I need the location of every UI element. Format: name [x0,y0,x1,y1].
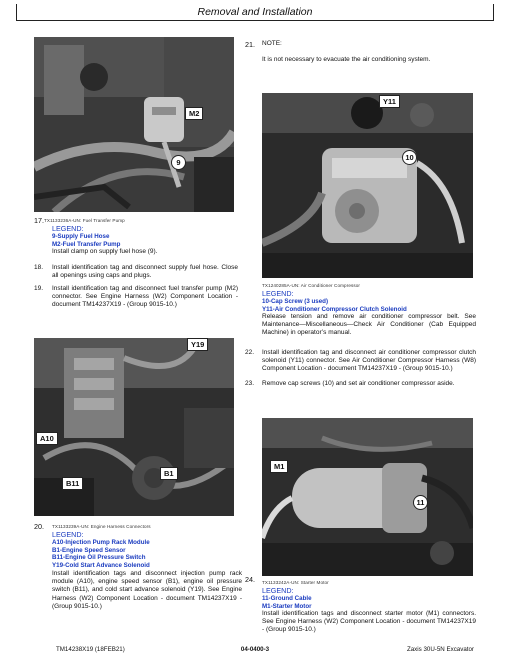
step-20-legend [52,539,150,569]
step-18 [34,264,238,280]
legend-item: B11-Engine Oil Pressure Switch [52,554,146,562]
footer-page-number: 04-0400-3 [240,646,270,653]
step-21-legend [262,298,407,313]
engine-harness-photo [34,338,234,516]
step-24-number: 24. [245,575,255,584]
legend-item: Y19-Cold Start Advance Solenoid [52,561,150,569]
callout-a10: A10 [36,432,58,445]
step-22 [245,349,476,374]
step-21-note-label: NOTE: [262,40,282,47]
step-20-text: Install identification tags and disconnect injection pump rack module (A10), engine speed sensor (B1), engine oil pressure switch (B11), and cold start advance solenoid (Y19). See Engine Harness (W2) Component Location - document TM14237X19 - (Group 9015-10.) [52,570,242,610]
legend-item: 11-Ground Cable [262,595,312,602]
fuel-pump-caption: TX1133236A-UN: Fuel Transfer Pump [44,218,125,223]
callout-m1: M1 [270,460,288,473]
footer-machine: Zaxis 30U-5N Excavator [406,646,474,653]
step-24-legend-title: LEGEND: [262,586,294,595]
legend-item: B1-Engine Speed Sensor [52,546,126,554]
step-22-number: 22. [245,349,255,356]
step-17-legend-title: LEGEND: [52,224,84,233]
callout-10: 10 [402,150,417,165]
step-21-text: Release tension and remove air conditioner compressor belt. See Maintenance—Miscellaneous—Check Air Conditioner (Cab Equipped Machine) in operator’s manual. [262,313,476,337]
callout-9: 9 [171,155,186,170]
step-21-note-text: It is not necessary to evacuate the air conditioning system. [262,56,431,63]
legend-item: Y11-Air Conditioner Compressor Clutch Solenoid [262,305,407,313]
step-22-text: Install identification tag and disconnect air conditioner compressor clutch solenoid (Y11) connector. See Air Conditioner Compressor Harness (W8) Component Location - document TM14237X19 - (Group 9015-10.) [262,349,476,373]
step-23-text: Remove cap screws (10) and set air conditioner compressor aside. [262,380,455,387]
step-17-legend [52,233,120,248]
step-20-number: 20. [34,522,44,531]
callout-b11: B11 [62,477,83,490]
step-18-text: Install identification tag and disconnect supply fuel hose. Close all openings using caps and plugs. [52,264,238,280]
step-17-text: Install clamp on supply fuel hose (9). [52,248,158,255]
ac-compressor-photo [262,93,473,278]
callout-11: 11 [413,495,428,510]
header-rule [16,20,494,21]
step-19-number: 19. [34,285,44,292]
legend-item: A10-Injection Pump Rack Module [52,539,150,546]
callout-y11: Y11 [379,95,400,108]
starter-motor-photo [262,418,473,576]
step-19 [34,285,238,310]
step-21-number: 21. [245,40,255,49]
step-23-number: 23. [245,380,255,387]
page-title: Removal and Installation [197,6,313,18]
harness-caption: TX1133239A-UN: Engine Harness Connectors [52,524,151,529]
step-24-text: Install identification tags and disconnect starter motor (M1) connectors. See Engine Harness (W2) Component Location - document TM14237X19 - (Group 9015-10.) [262,610,476,634]
legend-item: 9-Supply Fuel Hose [52,233,110,240]
compressor-caption: TX1240285A-UN: Air Conditioner Compressor [262,283,361,288]
legend-item: M2-Fuel Transfer Pump [52,240,121,248]
callout-y19: Y19 [187,338,208,351]
step-23 [245,380,476,388]
callout-m2: M2 [185,107,203,120]
fuel-transfer-pump-photo [34,37,234,212]
step-24-legend [262,595,312,610]
callout-b1: B1 [160,467,178,480]
legend-item: 10-Cap Screw (3 used) [262,298,329,305]
step-18-number: 18. [34,264,44,271]
step-21-legend-title: LEGEND: [262,289,294,298]
footer-doc-id: TM14238X19 (18FEB21) [56,646,125,653]
step-19-text: Install identification tag and disconnect fuel transfer pump (M2) connector. See Engine Harness (W2) Component Location - document TM14237X19 - (Group 9015-10.) [52,285,238,309]
step-17-number: 17. [34,216,44,225]
step-20-legend-title: LEGEND: [52,530,84,539]
starter-caption: TX1133242A-UN: Starter Motor [262,580,329,585]
legend-item: M1-Starter Motor [262,602,312,610]
